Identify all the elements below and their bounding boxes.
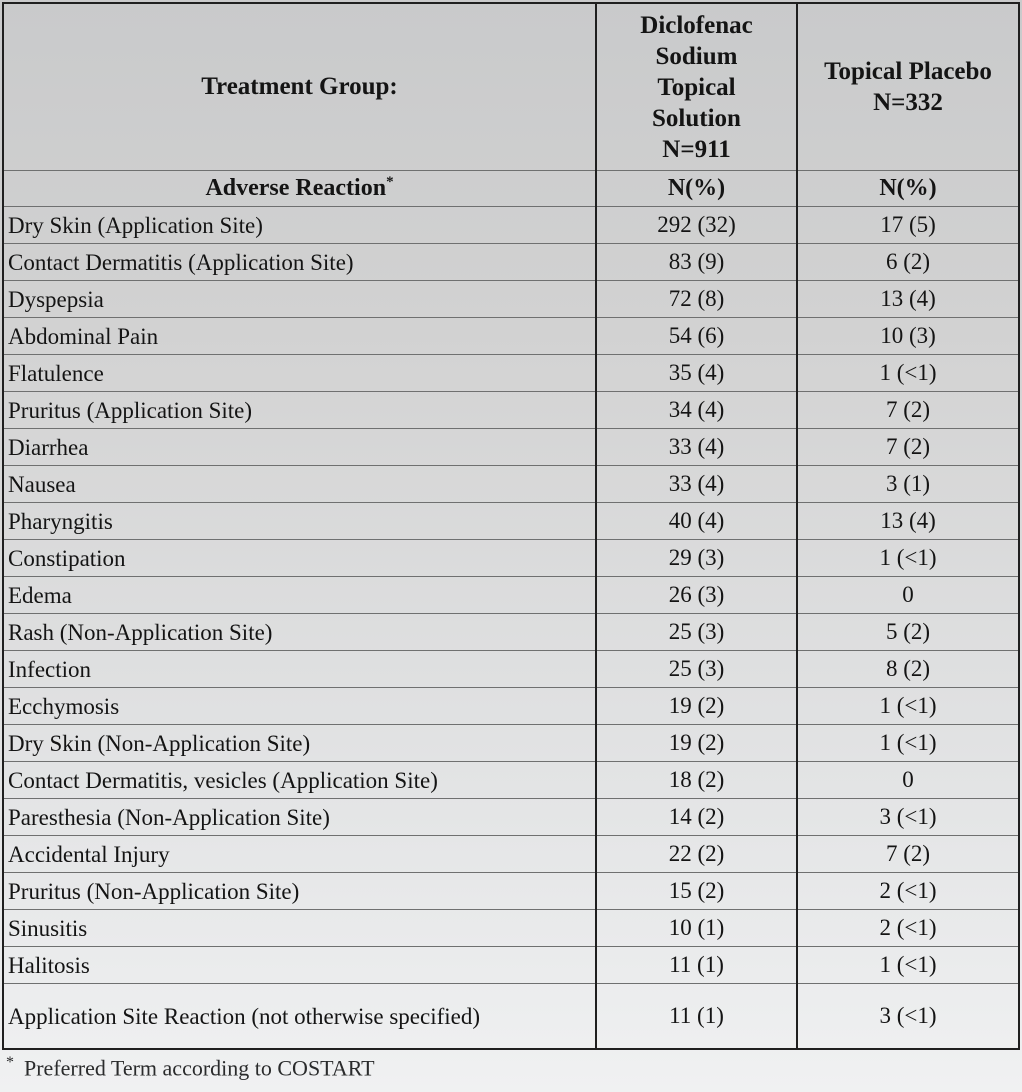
reaction-cell: Infection bbox=[3, 651, 596, 688]
drug-value-cell: 33 (4) bbox=[596, 466, 797, 503]
drug-value-cell: 29 (3) bbox=[596, 540, 797, 577]
reaction-cell: Pruritus (Application Site) bbox=[3, 392, 596, 429]
table-row bbox=[3, 984, 1019, 1050]
table-row bbox=[3, 614, 1019, 651]
reaction-cell: Constipation bbox=[3, 540, 596, 577]
footnote bbox=[6, 1054, 1022, 1081]
table-row bbox=[3, 836, 1019, 873]
reaction-cell: Pharyngitis bbox=[3, 503, 596, 540]
drug-count-header: N(%) bbox=[596, 171, 797, 207]
placebo-value-cell: 17 (5) bbox=[797, 207, 1019, 244]
drug-header-line: Sodium bbox=[655, 42, 738, 70]
drug-value-cell: 10 (1) bbox=[596, 910, 797, 947]
footnote-marker-icon: * bbox=[386, 174, 394, 190]
drug-value-cell: 72 (8) bbox=[596, 281, 797, 318]
placebo-value-cell: 1 (<1) bbox=[797, 947, 1019, 984]
placebo-value-cell: 0 bbox=[797, 762, 1019, 799]
drug-value-cell: 40 (4) bbox=[596, 503, 797, 540]
placebo-value-cell: 3 (<1) bbox=[797, 984, 1019, 1050]
reaction-cell: Ecchymosis bbox=[3, 688, 596, 725]
drug-header-line: N=911 bbox=[662, 135, 731, 163]
table-row bbox=[3, 281, 1019, 318]
reaction-cell: Abdominal Pain bbox=[3, 318, 596, 355]
drug-value-cell: 33 (4) bbox=[596, 429, 797, 466]
placebo-value-cell: 1 (<1) bbox=[797, 540, 1019, 577]
reaction-cell: Dyspepsia bbox=[3, 281, 596, 318]
drug-value-cell: 22 (2) bbox=[596, 836, 797, 873]
drug-value-cell: 25 (3) bbox=[596, 651, 797, 688]
reaction-cell: Application Site Reaction (not otherwise specified) bbox=[3, 984, 596, 1050]
drug-header-line: Diclofenac bbox=[640, 11, 753, 39]
placebo-value-cell: 3 (<1) bbox=[797, 799, 1019, 836]
table-row bbox=[3, 910, 1019, 947]
placebo-value-cell: 6 (2) bbox=[797, 244, 1019, 281]
table-row bbox=[3, 540, 1019, 577]
placebo-value-cell: 0 bbox=[797, 577, 1019, 614]
table-row bbox=[3, 466, 1019, 503]
table-row bbox=[3, 355, 1019, 392]
placebo-value-cell: 13 (4) bbox=[797, 281, 1019, 318]
placebo-header-line: N=332 bbox=[873, 89, 943, 116]
drug-value-cell: 35 (4) bbox=[596, 355, 797, 392]
table-header-row bbox=[3, 3, 1019, 171]
table-row bbox=[3, 244, 1019, 281]
reaction-cell: Dry Skin (Non-Application Site) bbox=[3, 725, 596, 762]
placebo-value-cell: 1 (<1) bbox=[797, 688, 1019, 725]
drug-column-header bbox=[596, 3, 797, 171]
drug-value-cell: 83 (9) bbox=[596, 244, 797, 281]
reaction-cell: Rash (Non-Application Site) bbox=[3, 614, 596, 651]
drug-value-cell: 11 (1) bbox=[596, 984, 797, 1050]
table-row bbox=[3, 503, 1019, 540]
placebo-count-header: N(%) bbox=[797, 171, 1019, 207]
placebo-value-cell: 1 (<1) bbox=[797, 355, 1019, 392]
adverse-reactions-table bbox=[2, 2, 1020, 1050]
table-row bbox=[3, 318, 1019, 355]
placebo-value-cell: 7 (2) bbox=[797, 429, 1019, 466]
placebo-value-cell: 2 (<1) bbox=[797, 873, 1019, 910]
drug-header-line: Topical bbox=[657, 73, 736, 101]
drug-value-cell: 25 (3) bbox=[596, 614, 797, 651]
table-row bbox=[3, 688, 1019, 725]
table-row bbox=[3, 207, 1019, 244]
reaction-cell: Nausea bbox=[3, 466, 596, 503]
reaction-cell: Contact Dermatitis (Application Site) bbox=[3, 244, 596, 281]
drug-value-cell: 19 (2) bbox=[596, 688, 797, 725]
placebo-value-cell: 3 (1) bbox=[797, 466, 1019, 503]
drug-value-cell: 18 (2) bbox=[596, 762, 797, 799]
table-row bbox=[3, 799, 1019, 836]
placebo-value-cell: 7 (2) bbox=[797, 836, 1019, 873]
drug-header-line: Solution bbox=[652, 104, 741, 132]
drug-value-cell: 11 (1) bbox=[596, 947, 797, 984]
reaction-cell: Accidental Injury bbox=[3, 836, 596, 873]
adverse-reaction-header bbox=[3, 171, 596, 207]
drug-value-cell: 292 (32) bbox=[596, 207, 797, 244]
placebo-column-header bbox=[797, 3, 1019, 171]
treatment-group-header: Treatment Group: bbox=[3, 3, 596, 171]
placebo-value-cell: 2 (<1) bbox=[797, 910, 1019, 947]
table-row bbox=[3, 873, 1019, 910]
drug-value-cell: 19 (2) bbox=[596, 725, 797, 762]
table-row bbox=[3, 947, 1019, 984]
reaction-cell: Diarrhea bbox=[3, 429, 596, 466]
adverse-reaction-label: Adverse Reaction bbox=[205, 175, 387, 201]
drug-value-cell: 26 (3) bbox=[596, 577, 797, 614]
table-subheader-row bbox=[3, 171, 1019, 207]
table-row bbox=[3, 725, 1019, 762]
table-row bbox=[3, 429, 1019, 466]
placebo-value-cell: 7 (2) bbox=[797, 392, 1019, 429]
drug-value-cell: 14 (2) bbox=[596, 799, 797, 836]
reaction-cell: Paresthesia (Non-Application Site) bbox=[3, 799, 596, 836]
drug-value-cell: 34 (4) bbox=[596, 392, 797, 429]
table-row bbox=[3, 651, 1019, 688]
reaction-cell: Flatulence bbox=[3, 355, 596, 392]
placebo-value-cell: 10 (3) bbox=[797, 318, 1019, 355]
table-row bbox=[3, 577, 1019, 614]
reaction-cell: Edema bbox=[3, 577, 596, 614]
reaction-cell: Halitosis bbox=[3, 947, 596, 984]
reaction-cell: Dry Skin (Application Site) bbox=[3, 207, 596, 244]
placebo-value-cell: 5 (2) bbox=[797, 614, 1019, 651]
footnote-marker: * bbox=[6, 1054, 14, 1071]
drug-value-cell: 15 (2) bbox=[596, 873, 797, 910]
placebo-header-line: Topical Placebo bbox=[824, 58, 992, 85]
placebo-value-cell: 8 (2) bbox=[797, 651, 1019, 688]
drug-value-cell: 54 (6) bbox=[596, 318, 797, 355]
table-row bbox=[3, 762, 1019, 799]
footnote-text: Preferred Term according to COSTART bbox=[24, 1055, 375, 1081]
placebo-value-cell: 13 (4) bbox=[797, 503, 1019, 540]
table-row bbox=[3, 392, 1019, 429]
reaction-cell: Pruritus (Non-Application Site) bbox=[3, 873, 596, 910]
reaction-cell: Sinusitis bbox=[3, 910, 596, 947]
placebo-value-cell: 1 (<1) bbox=[797, 725, 1019, 762]
reaction-cell: Contact Dermatitis, vesicles (Application Site) bbox=[3, 762, 596, 799]
